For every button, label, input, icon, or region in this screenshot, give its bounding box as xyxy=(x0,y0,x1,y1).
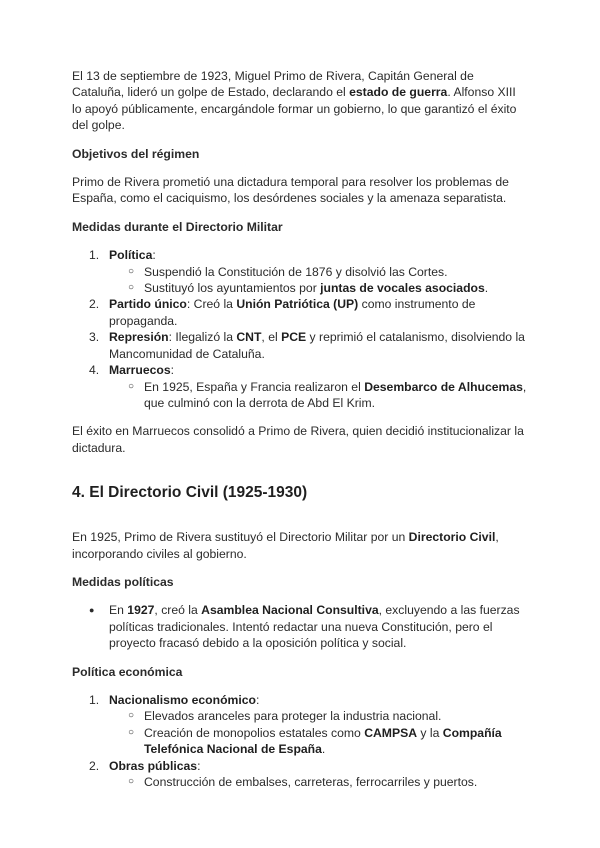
list-item: 1. Nacionalismo económico: ○ Elevados aranceles para proteger la industria nacional. ○ Creación de monopolios estatales como CAMPSA y la Compañía Telefónica Nacional de España. xyxy=(72,692,528,758)
list-item: 2. Partido único: Creó la Unión Patriótica (UP) como instrumento de propaganda. xyxy=(89,297,476,328)
directorio-militar-heading: Medidas durante el Directorio Militar xyxy=(72,219,283,234)
list-item: 1. Política: ○ Suspendió la Constitución de 1876 y disolvió las Cortes. ○ Sustituyó los ayuntamientos por juntas de vocales asociados. xyxy=(72,247,528,296)
closing-paragraph: El éxito en Marruecos consolidó a Primo de Rivera, quien decidió institucionalizar la dictadura. xyxy=(72,424,524,455)
list-item: 2. Obras públicas: ○ Construcción de embalses, carreteras, ferrocarriles y puertos. xyxy=(72,758,528,791)
politica-economica-heading: Política económica xyxy=(72,664,183,679)
list-item: 4. Marruecos: ○ En 1925, España y Francia realizaron el Desembarco de Alhucemas, que culminó con la derrota de Abd El Krim. xyxy=(72,362,528,411)
list-item: ○ Construcción de embalses, carreteras, ferrocarriles y puertos. xyxy=(109,774,528,790)
list-item: ○ Elevados aranceles para proteger la industria nacional. xyxy=(109,708,528,724)
list-item: ○ Suspendió la Constitución de 1876 y disolvió las Cortes. xyxy=(109,264,528,280)
medidas-politicas-list xyxy=(72,602,528,651)
objetivos-heading: Objetivos del régimen xyxy=(72,146,200,161)
intro-paragraph: El 13 de septiembre de 1923, Miguel Primo de Rivera, Capitán General de Cataluña, lideró un golpe de Estado, declarando el estado de guerra. Alfonso XIII lo apoyó públicamente, encargándole formar un gobierno, lo que garantizó el éxito del golpe. xyxy=(72,69,517,133)
document-page xyxy=(72,68,528,790)
list-item: ○ En 1925, España y Francia realizaron el Desembarco de Alhucemas, que culminó con la derrota de Abd El Krim. xyxy=(109,379,528,412)
list-item: ● En 1927, creó la Asamblea Nacional Consultiva, excluyendo a las fuerzas políticas tradicionales. Intentó redactar una nueva Constitución, pero el proyecto fracasó debido a la oposición política y social. xyxy=(72,602,528,651)
list-item: ○ Sustituyó los ayuntamientos por juntas de vocales asociados. xyxy=(109,280,528,296)
politica-economica-list xyxy=(72,692,528,790)
civil-paragraph: En 1925, Primo de Rivera sustituyó el Directorio Militar por un Directorio Civil, incorporando civiles al gobierno. xyxy=(72,530,499,561)
list-item: ○ Creación de monopolios estatales como CAMPSA y la Compañía Telefónica Nacional de España. xyxy=(109,725,528,758)
objetivos-paragraph: Primo de Rivera prometió una dictadura temporal para resolver los problemas de España, como el caciquismo, los desórdenes sociales y la amenaza separatista. xyxy=(72,175,509,206)
sublist xyxy=(109,379,528,412)
list-item: 3. Represión: Ilegalizó la CNT, el PCE y reprimió el catalanismo, disolviendo la Mancomunidad de Cataluña. xyxy=(89,330,525,361)
medidas-politicas-heading: Medidas políticas xyxy=(72,574,174,589)
sublist xyxy=(109,774,528,790)
section-heading: 4. El Directorio Civil (1925-1930) xyxy=(72,484,308,502)
sublist xyxy=(109,708,528,757)
sublist xyxy=(109,264,528,297)
directorio-militar-list xyxy=(72,247,528,411)
